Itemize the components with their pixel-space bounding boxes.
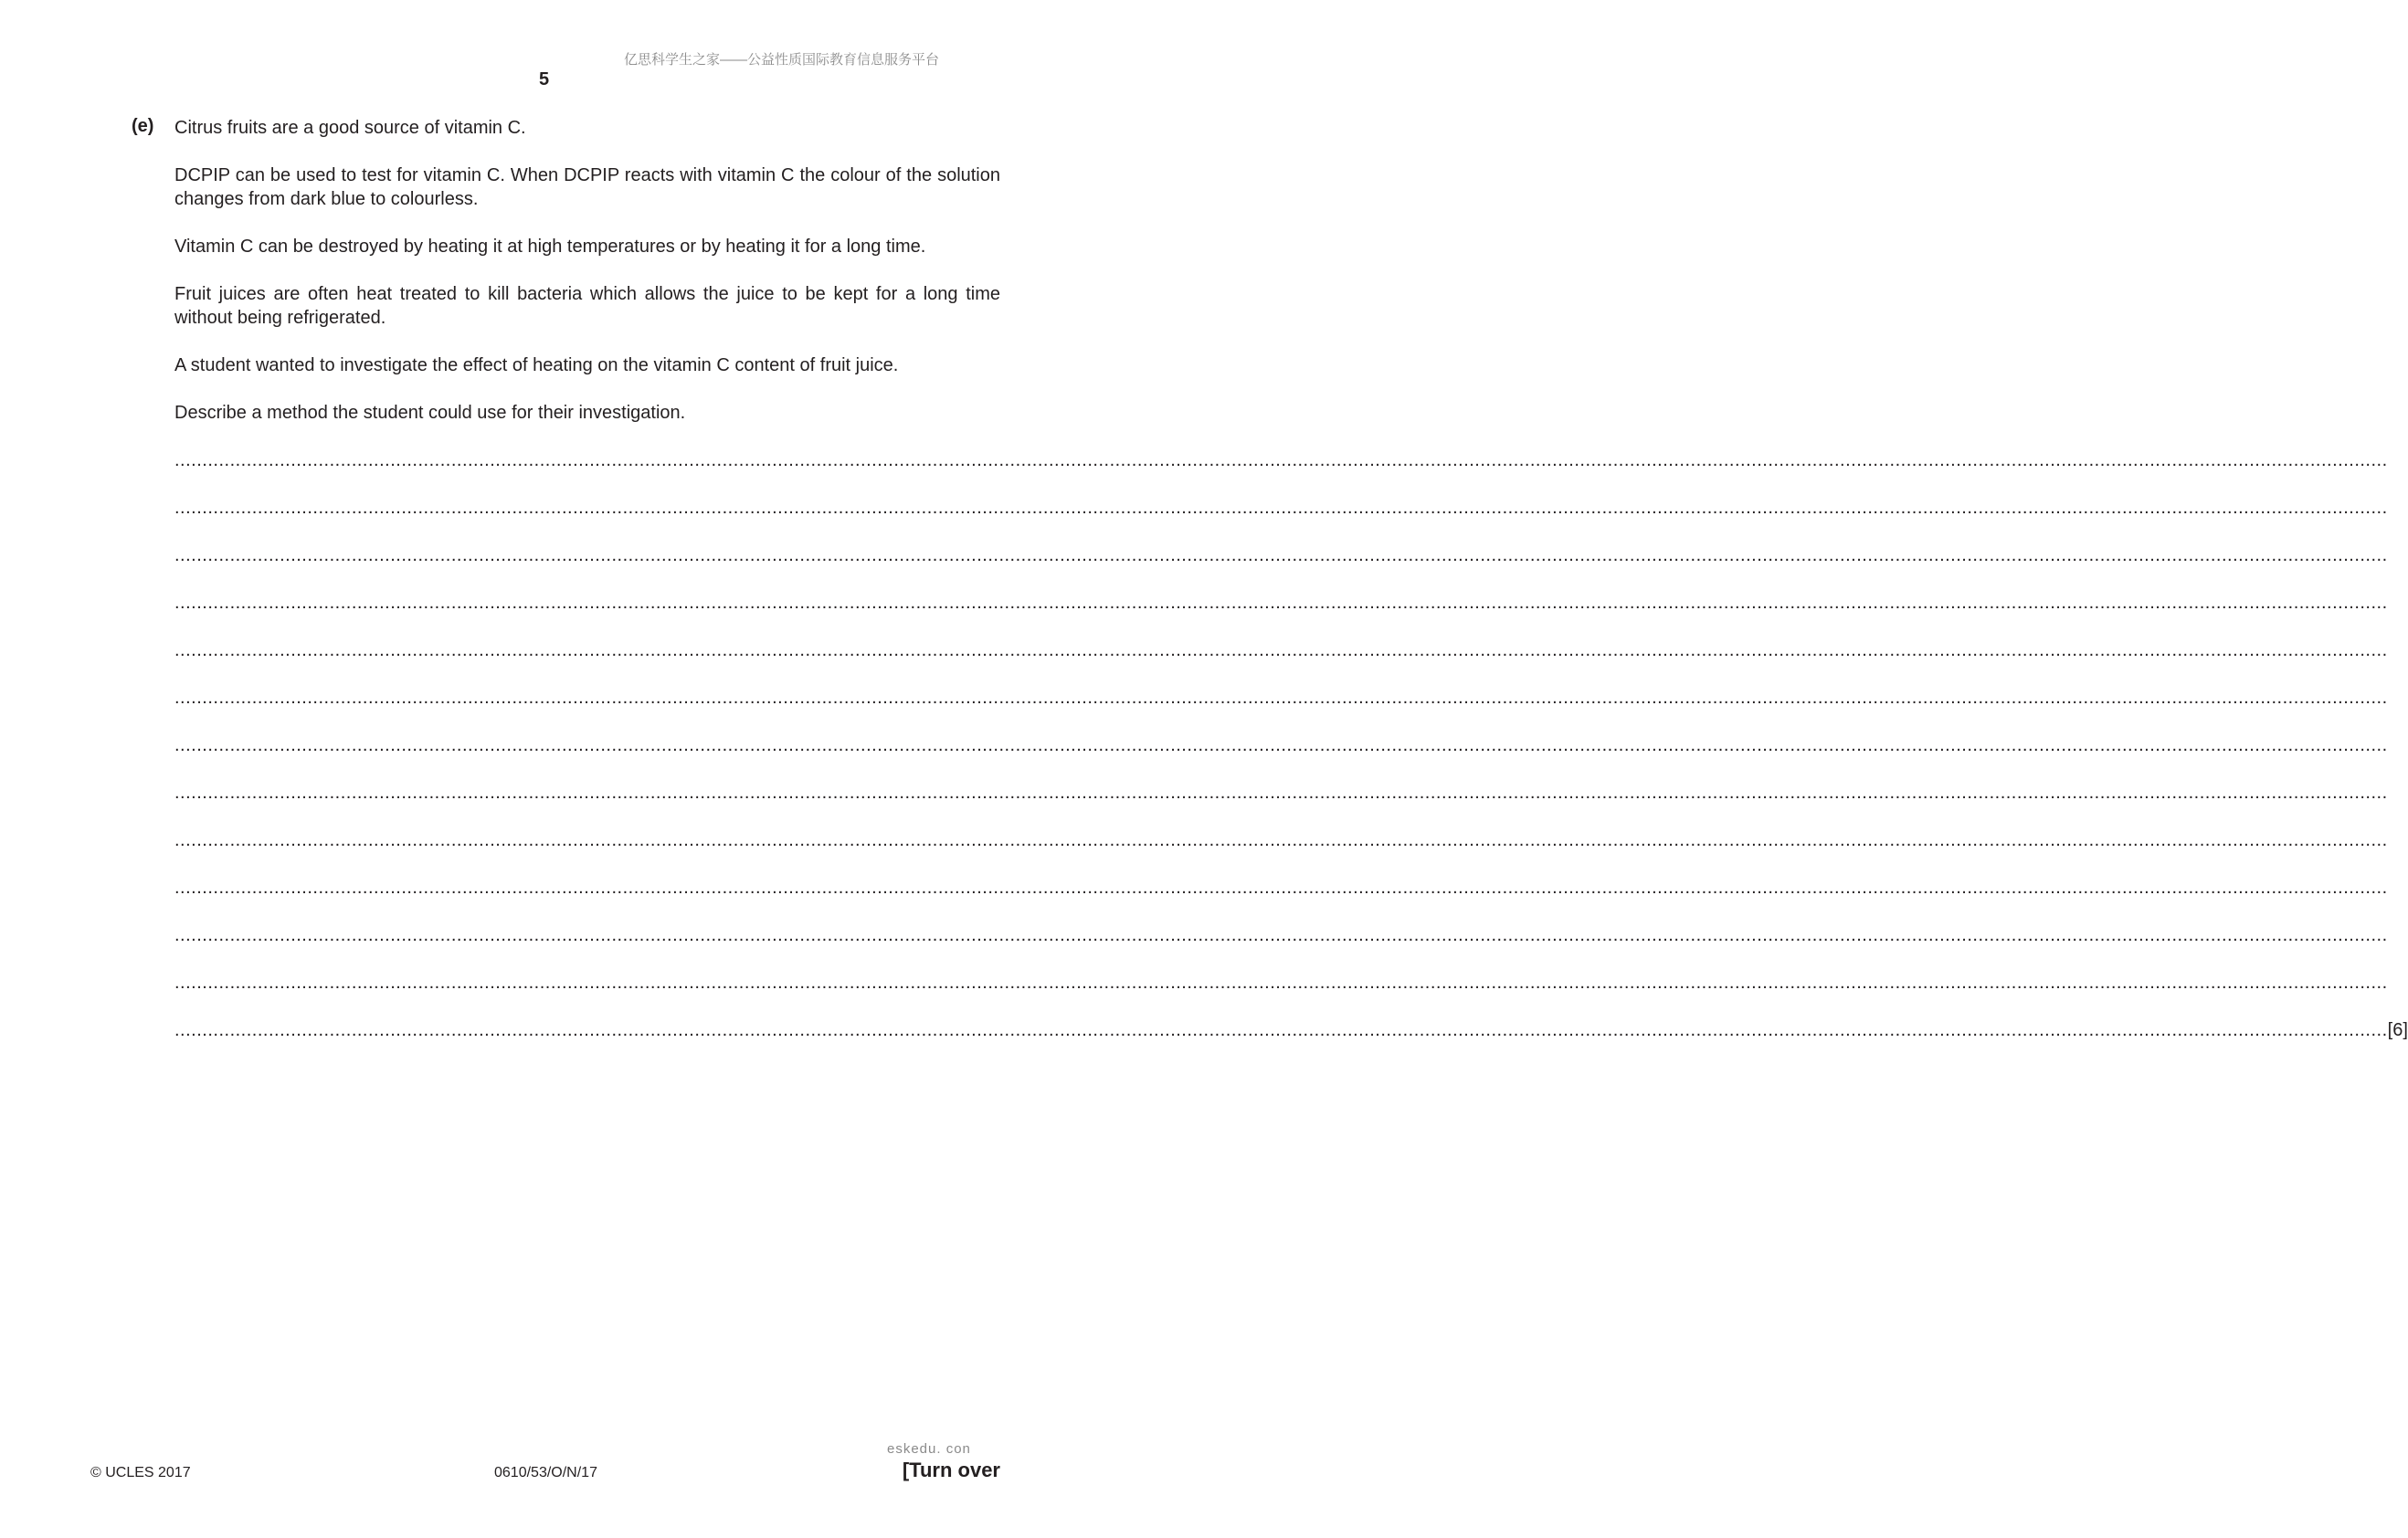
footer-copyright: © UCLES 2017: [90, 1465, 191, 1480]
header-watermark: 亿思科学生之家——公益性质国际教育信息服务平台: [624, 52, 940, 68]
answer-line[interactable]: ................................................................................................................................................................................................................................................................................................................................................................................................................: [174, 830, 2388, 850]
vitamin-c-heat-info: Vitamin C can be destroyed by heating it at high temperatures or by heating it for a long time.: [174, 237, 926, 257]
answer-line[interactable]: ................................................................................................................................................................................................................................................................................................................................................................................................................: [174, 973, 2388, 993]
question-intro: Citrus fruits are a good source of vitamin C.: [174, 118, 526, 138]
answer-line[interactable]: ................................................................................................................................................................................................................................................................................................................................................................................................................: [174, 735, 2388, 755]
question-part-label: (e): [132, 116, 154, 136]
answer-line[interactable]: ................................................................................................................................................................................................................................................................................................................................................................................................................: [174, 878, 2388, 898]
student-aim: A student wanted to investigate the effect of heating on the vitamin C content of fruit juice.: [174, 355, 899, 375]
fruit-juice-info: Fruit juices are often heat treated to kill bacteria which allows the juice to be kept for a long time without being refrigerated.: [174, 284, 1000, 328]
answer-line[interactable]: ................................................................................................................................................................................................................................................................................................................................................................................................................: [174, 640, 2388, 660]
answer-line[interactable]: ................................................................................................................................................................................................................................................................................................................................................................................................................: [174, 498, 2388, 518]
marks-allocation: [6]: [2387, 1020, 2408, 1040]
answer-line[interactable]: ................................................................................................................................................................................................................................................................................................................................................................................................................: [174, 545, 2388, 565]
answer-line[interactable]: ................................................................................................................................................................................................................................................................................................................................................................................................................: [174, 925, 2388, 945]
page-number: 5: [538, 69, 550, 90]
answer-line[interactable]: ................................................................................................................................................................................................................................................................................................................................................................................................................: [174, 450, 2388, 470]
turn-over-label: [Turn over: [902, 1459, 1000, 1481]
footer-paper-code: 0610/53/O/N/17: [494, 1465, 597, 1480]
answer-line[interactable]: ................................................................................................................................................................................................................................................................................................................................................................................................................: [174, 688, 2388, 708]
answer-line[interactable]: ................................................................................................................................................................................................................................................................................................................................................................................................................: [174, 783, 2388, 803]
question-instruction: Describe a method the student could use for their investigation.: [174, 403, 686, 423]
footer-watermark: eskedu. con: [887, 1441, 971, 1457]
answer-line-final[interactable]: ................................................................................................................................................................................................................................................................................................................................................................................................................ [6]: [174, 1020, 2408, 1040]
answer-line[interactable]: ................................................................................................................................................................................................................................................................................................................................................................................................................: [174, 593, 2388, 613]
dcpip-info: DCPIP can be used to test for vitamin C. When DCPIP reacts with vitamin C the colour of the solution changes from dark blue to colourless.: [174, 165, 1000, 209]
